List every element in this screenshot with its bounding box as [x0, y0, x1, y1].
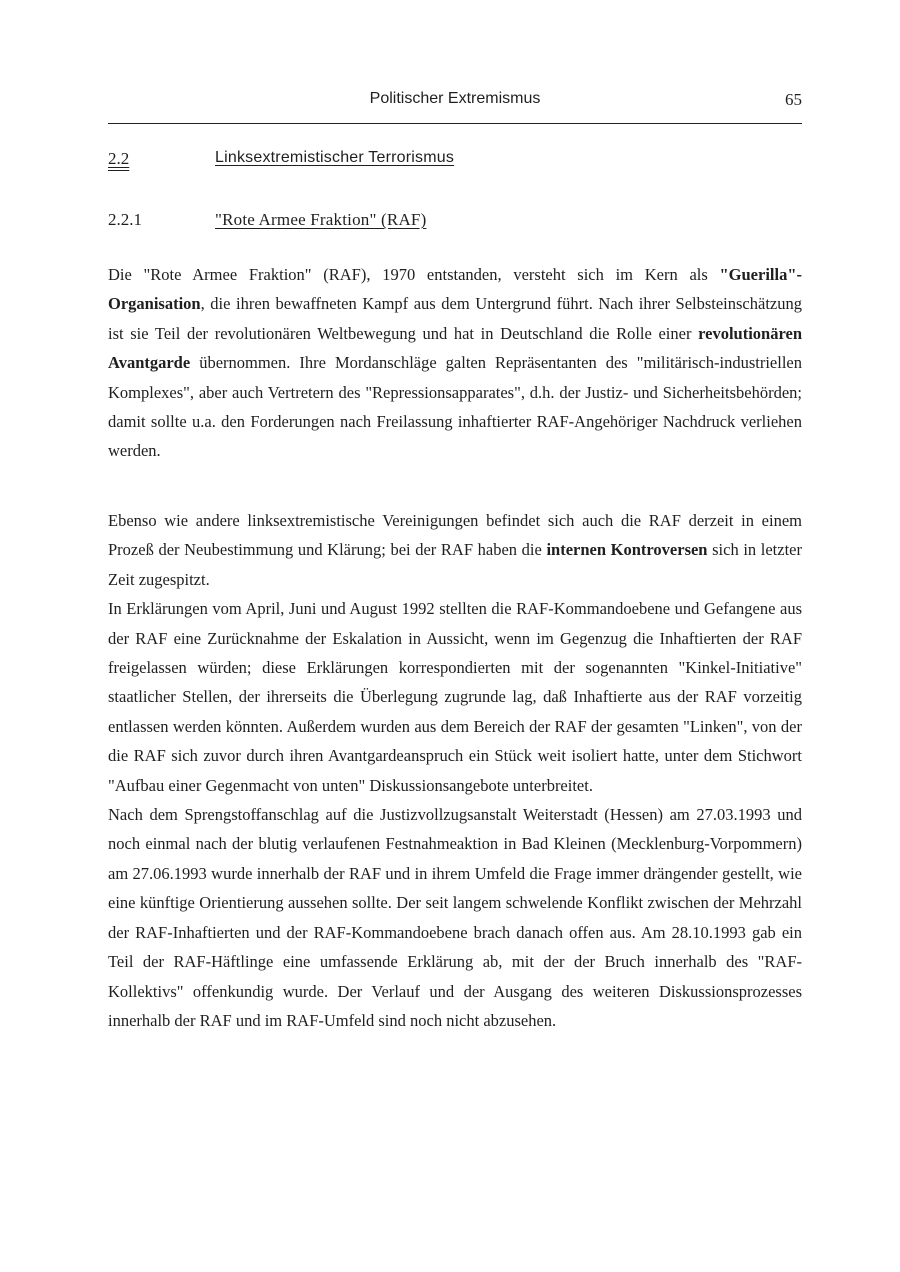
paragraph-1-text-c: übernommen. Ihre Mordanschläge galten Repräsentanten des "militärisch-industriellen Komplexes", aber auch Vertretern des "Repressionsapparates", d.h. der Justiz- und Sicherheitsbehörden; damit sollte u.a. den Forderungen nach Freilassung inhaftierter RAF-Angehöriger Nachdruck verliehen werden. [108, 353, 802, 461]
paragraph-2-text-a: Ebenso wie andere linksextremistische Vereinigungen befindet sich auch die RAF derzeit in einem Prozeß der Neubestimmung und Klärung; bei der RAF haben die [108, 511, 802, 560]
paragraph-1-text-b: , die ihren bewaffneten Kampf aus dem Untergrund führt. Nach ihrer Selbsteinschätzung ist sie Teil der revolutionären Weltbewegung und hat in Deutschland die Rolle einer [108, 294, 802, 343]
header-title: Politischer Extremismus [369, 90, 541, 107]
paragraph-1-emphasis-b: revolutionären Avantgarde [108, 323, 802, 373]
running-header [108, 88, 802, 114]
paragraph-3: In Erklärungen vom April, Juni und August 1992 stellten die RAF-Kommandoebene und Gefangene aus der RAF eine Zurücknahme der Eskalation in Aussicht, wenn im Gegenzug die Inhaftierten der RAF freigelassen würden; diese Erklärungen korrespondierten mit der sogenannten "Kinkel-Initiative" staatlicher Stellen, der ihrerseits die Überlegung zugrunde lag, daß Inhaftierte aus der RAF vorzeitig entlassen werden könnten. Außerdem wurden aus dem Bereich der RAF der gesamten "Linken", von der die RAF sich zuvor durch ihren Avantgardeanspruch ein Stück weit isoliert hatte, unter dem Stichwort "Aufbau einer Gegenmacht von unten" Diskussionsangebote unterbreitet. [108, 599, 802, 795]
paragraph-1-emphasis-a: "Guerilla"-Organisation [108, 265, 802, 314]
page-number: 65 [785, 90, 802, 109]
paragraph-2-emphasis: internen Kontroversen [546, 540, 708, 560]
paragraph-1 [108, 260, 802, 466]
paragraph-4: Nach dem Sprengstoffanschlag auf die Justizvollzugsanstalt Weiterstadt (Hessen) am 27.03.1993 und noch einmal nach der blutig verlaufenen Festnahmeaktion in Bad Kleinen (Mecklenburg-Vorpommern) am 27.06.1993 wurde innerhalb der RAF und in ihrem Umfeld die Frage immer drängender gestellt, wie eine künftige Orientierung aussehen sollte. Der seit langem schwelende Konflikt zwischen der Mehrzahl der RAF-Inhaftierten und der RAF-Kommandoebene brach danach offen aus. Am 28.10.1993 gab ein Teil der RAF-Häftlinge eine umfassende Erklärung ab, mit der der Bruch innerhalb des "RAF-Kollektivs" offenkundig wurde. Der Verlauf und der Ausgang des weiteren Diskussionsprozesses innerhalb der RAF und im RAF-Umfeld sind noch nicht abzusehen. [108, 805, 802, 1030]
subsection-title: "Rote Armee Fraktion" (RAF) [215, 210, 427, 229]
paragraph-1-text-a: Die "Rote Armee Fraktion" (RAF), 1970 entstanden, versteht sich im Kern als [108, 265, 720, 284]
section-title: Linksextremistischer Terrorismus [215, 149, 455, 166]
paragraph-2 [108, 506, 802, 594]
section-number: 2.2 [108, 149, 130, 168]
header-divider [108, 123, 802, 124]
body-block-1 [108, 260, 802, 466]
paragraph-2-text-b: sich in letzter Zeit zugespitzt. [108, 540, 802, 589]
body-block-2 [108, 506, 802, 1035]
subsection-number: 2.2.1 [108, 210, 142, 229]
